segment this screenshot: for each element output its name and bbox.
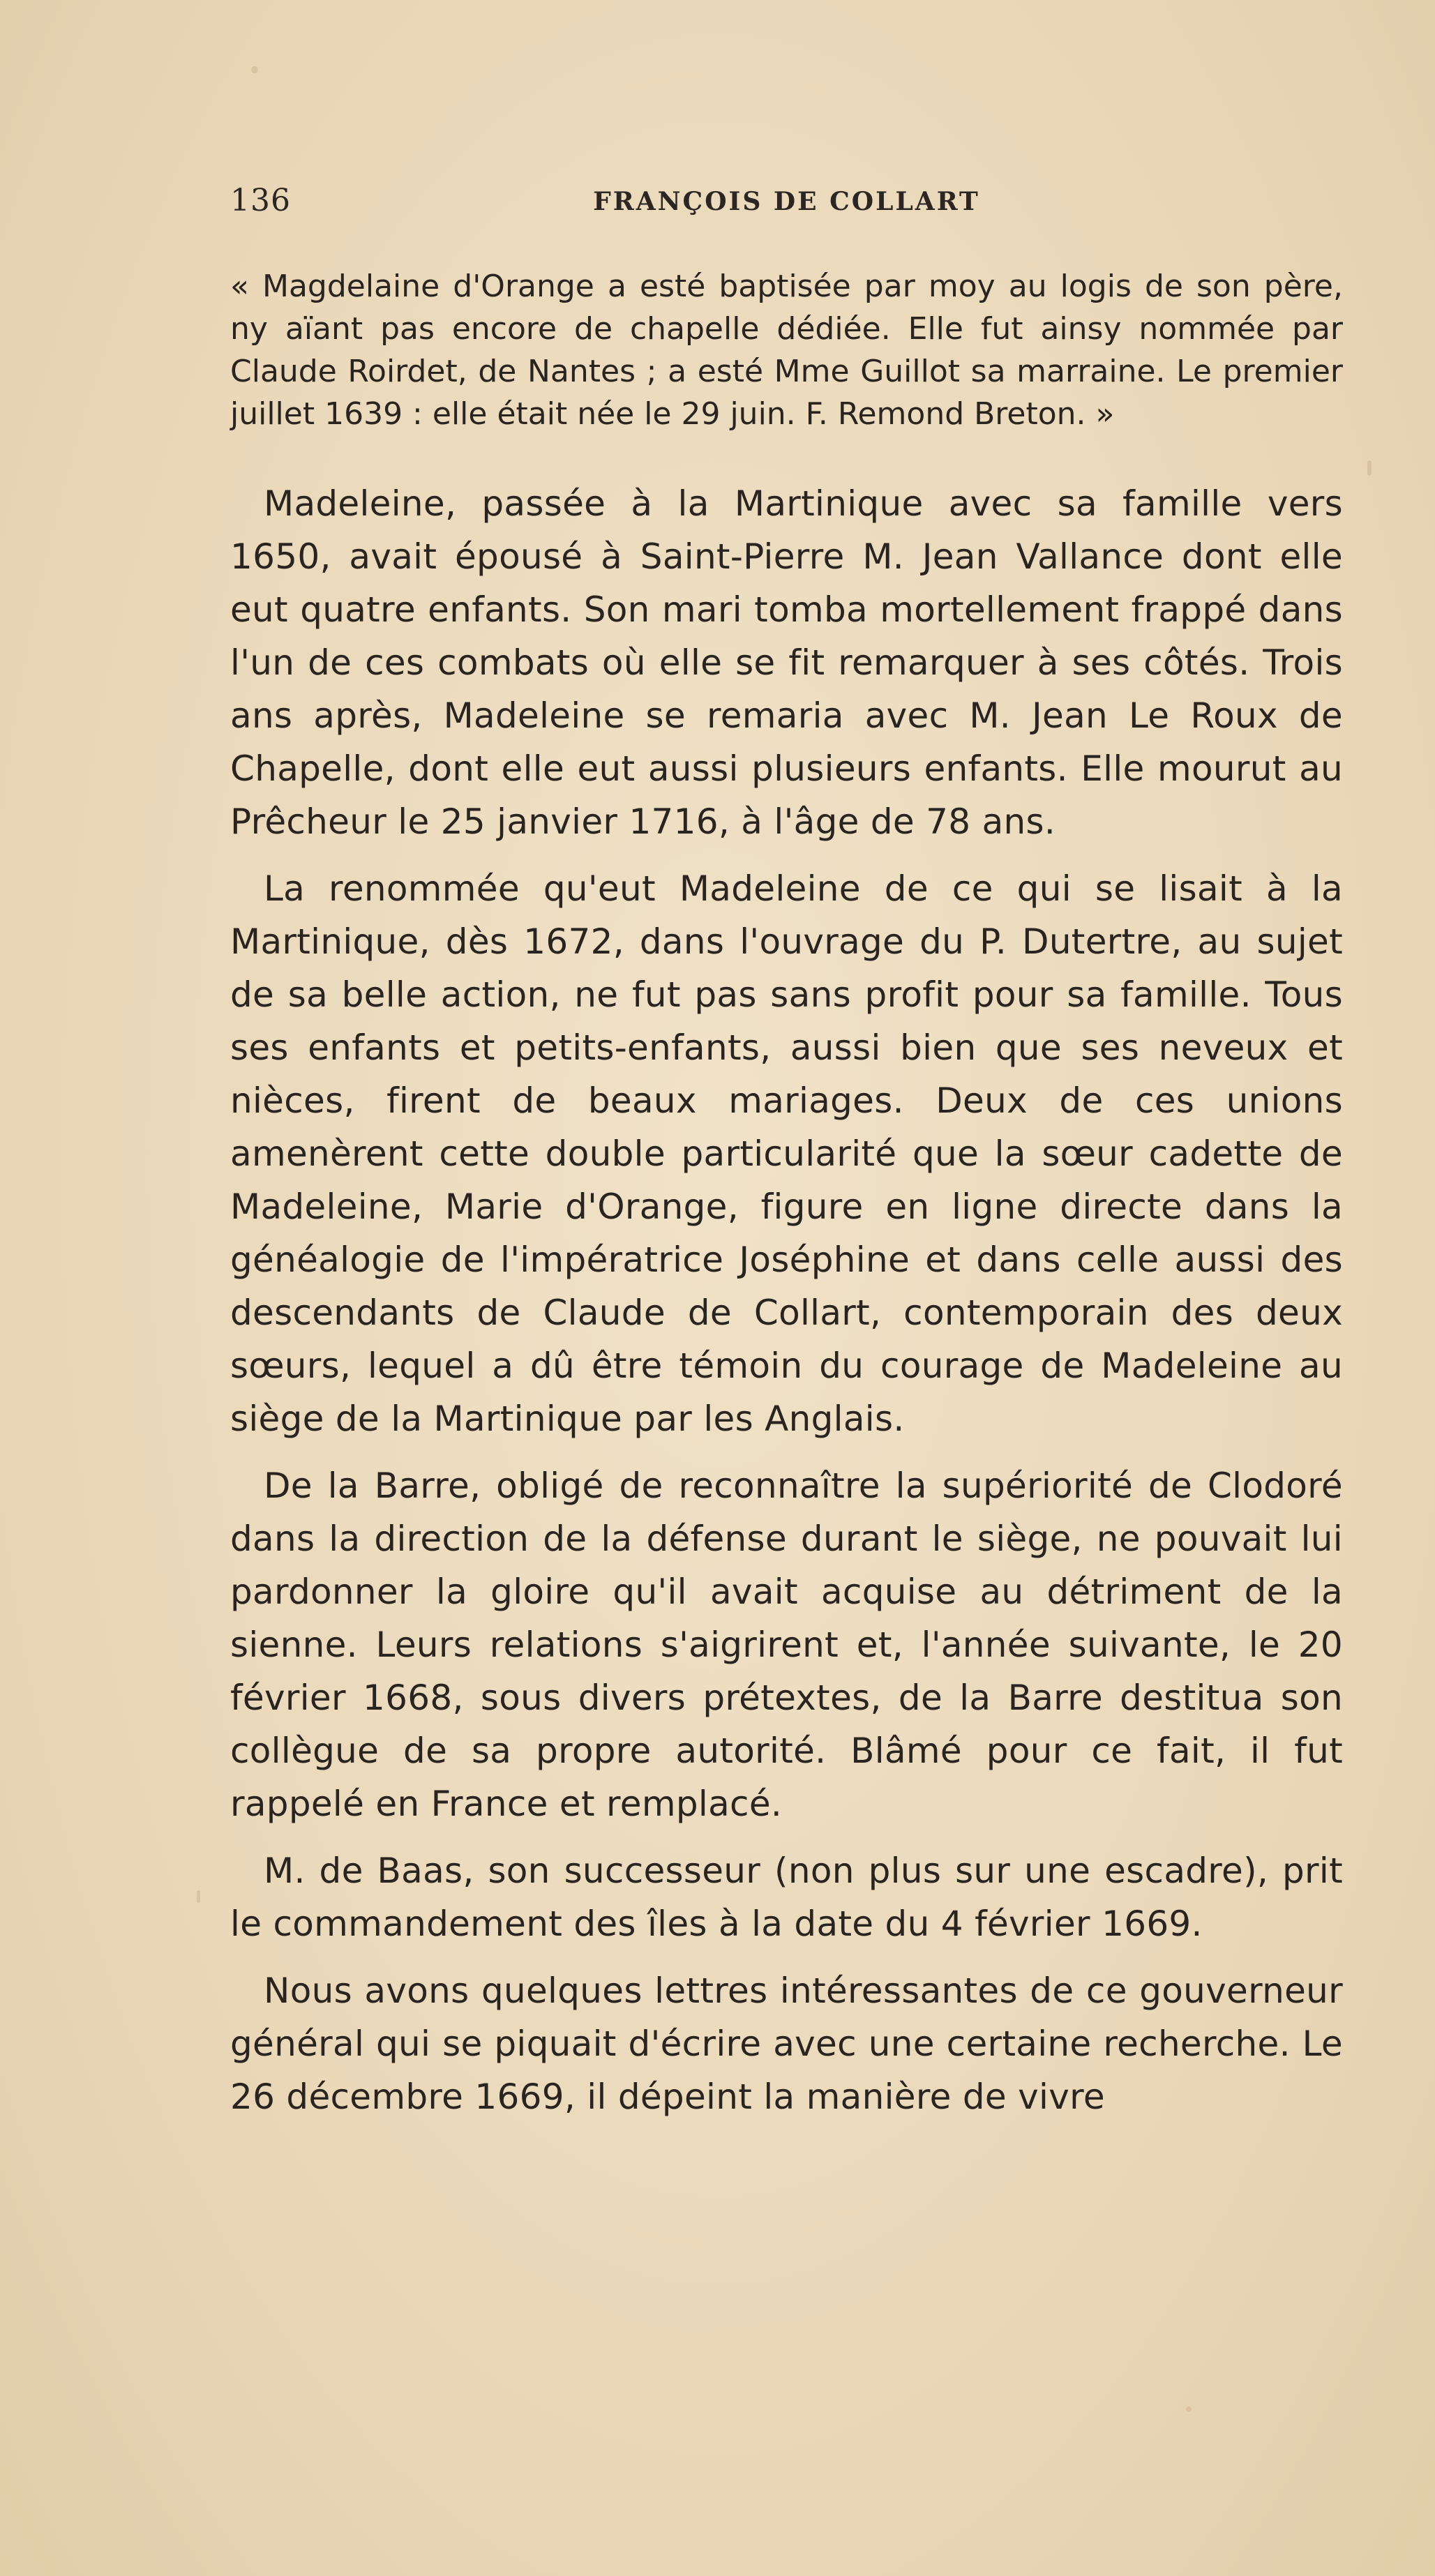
paper-speck (1367, 460, 1372, 476)
paragraph-renown: La renommée qu'eut Madeleine de ce qui se lisait à la Martinique, dès 1672, dans l'ouvrage du P. Dutertre, au sujet de sa belle action, ne fut pas sans profit pour sa famille. Tous ses enfants et petits-enfants, aussi bien que ses neveux et nièces, firent de beaux mariages. Deux de ces unions amenèrent cette double particularité que la sœur cadette de Madeleine, Marie d'Orange, figure en ligne directe dans la généalogie de l'impératrice Joséphine et dans celle aussi des descendants de Claude de Collart, contemporain des deux sœurs, lequel a dû être témoin du courage de Madeleine au siège de la Martinique par les Anglais. (230, 868, 1343, 1439)
body-text (230, 265, 1343, 2137)
paragraph-letters: Nous avons quelques lettres intéressantes de ce gouverneur général qui se piquait d'écrire avec une certaine recherche. Le 26 décembre 1669, il dépeint la manière de vivre (230, 1971, 1343, 2117)
baptism-quote: « Magdelaine d'Orange a esté baptisée par moy au logis de son père, ny aïant pas encore de chapelle dédiée. Elle fut ainsy nommée par Claude Roirdet, de Nantes ; a esté Mme Guillot sa marraine. Le premier juillet 1639 : elle était née le 29 juin. F. Remond Breton. » (230, 269, 1343, 432)
paper-speck (251, 66, 258, 73)
page-number: 136 (230, 183, 291, 218)
paper-speck (1186, 2406, 1192, 2412)
page-header (230, 183, 1343, 225)
paragraph-de-la-barre: De la Barre, obligé de reconnaître la supériorité de Clodoré dans la direction de la défense durant le siège, ne pouvait lui pardonner la gloire qu'il avait acquise au détriment de la sienne. Leurs relations s'aigrirent et, l'année suivante, le 20 février 1668, sous divers prétextes, de la Barre destitua son collègue de sa propre autorité. Blâmé pour ce fait, il fut rappelé en France et remplacé. (230, 1466, 1343, 1824)
paragraph-madeleine-marriage: Madeleine, passée à la Martinique avec sa famille vers 1650, avait épousé à Saint-Pierre M. Jean Vallance dont elle eut quatre enfants. Son mari tomba mortellement frappé dans l'un de ces combats où elle se fit remarquer à ses côtés. Trois ans après, Madeleine se remaria avec M. Jean Le Roux de Chapelle, dont elle eut aussi plusieurs enfants. Elle mourut au Prêcheur le 25 janvier 1716, à l'âge de 78 ans. (230, 483, 1343, 842)
running-title: FRANÇOIS DE COLLART (593, 187, 980, 216)
paragraph-de-baas: M. de Baas, son successeur (non plus sur une escadre), prit le commandement des îles à la date du 4 février 1669. (230, 1851, 1343, 1944)
paper-speck (197, 1890, 200, 1903)
